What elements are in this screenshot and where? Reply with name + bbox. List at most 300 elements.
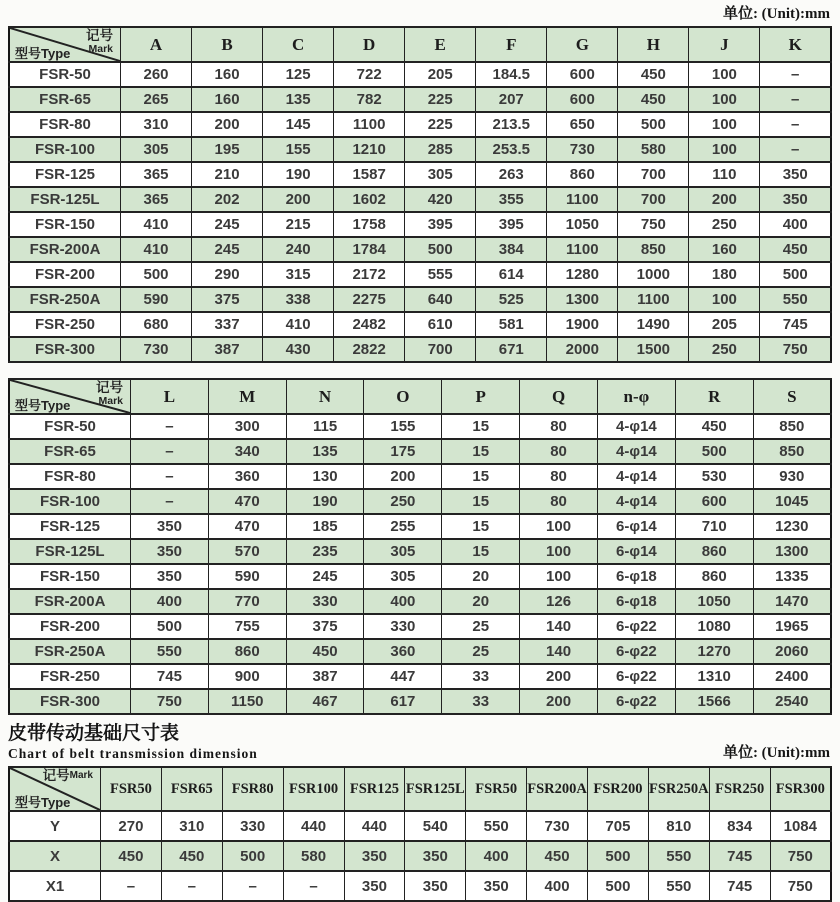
table-cell: 450 [161,841,222,871]
table-row [9,614,831,639]
table-row [9,62,831,87]
row-label: Y [9,811,101,841]
table-cell: 15 [442,464,520,489]
column-header: FSR200A [527,767,588,811]
row-label: FSR-300 [9,689,131,714]
table-cell: 500 [121,262,192,287]
table-row [9,841,831,871]
table-cell: 1470 [753,589,831,614]
table-cell: 202 [192,187,263,212]
table-cell: 265 [121,87,192,112]
table-row [9,162,831,187]
table-cell: 700 [405,337,476,362]
table-cell: 750 [618,212,689,237]
table-cell: 500 [588,841,649,871]
table-cell: 100 [689,62,760,87]
row-label: FSR-200A [9,237,121,262]
table-cell: 6-φ14 [597,539,675,564]
table-cell: 100 [520,514,598,539]
table-cell: 590 [208,564,286,589]
row-label: FSR-200A [9,589,131,614]
table-cell: 580 [618,137,689,162]
table-cell: 590 [121,287,192,312]
table-cell: 375 [192,287,263,312]
table-cell: 600 [547,62,618,87]
table-cell: 33 [442,689,520,714]
column-header: R [675,379,753,414]
table-cell: 145 [263,112,334,137]
table-cell: 700 [618,187,689,212]
table-cell: 530 [675,464,753,489]
table-cell: 100 [689,87,760,112]
table-cell: 1050 [675,589,753,614]
table-cell: 730 [121,337,192,362]
table-cell: 305 [405,162,476,187]
table-cell: 750 [770,871,831,901]
table-cell: 550 [760,287,831,312]
table-cell: 200 [520,689,598,714]
table-cell: 1500 [618,337,689,362]
table-cell: 705 [588,811,649,841]
table-cell: 1300 [547,287,618,312]
table-cell: 6-φ22 [597,664,675,689]
table-cell: 310 [161,811,222,841]
table-cell: 614 [476,262,547,287]
table-cell: 250 [364,489,442,514]
table-cell: 305 [121,137,192,162]
table-cell: 80 [520,439,598,464]
table-cell: 2000 [547,337,618,362]
table-cell: 180 [689,262,760,287]
table-row [9,489,831,514]
table-cell: 245 [192,212,263,237]
table-cell: 350 [344,871,405,901]
table-cell: 125 [263,62,334,87]
table-cell: 500 [760,262,831,287]
table-cell: 15 [442,539,520,564]
table-cell: 400 [760,212,831,237]
table-cell: 850 [753,414,831,439]
row-label: FSR-125L [9,187,121,212]
row-label: FSR-150 [9,564,131,589]
row-label: FSR-150 [9,212,121,237]
section-title-chinese: 皮带传动基础尺寸表 [8,723,180,744]
table-cell: 1310 [675,664,753,689]
table-cell: 1100 [547,237,618,262]
row-label: FSR-250 [9,312,121,337]
corner-type-label: 型号Type [15,46,71,61]
table-cell: – [131,464,209,489]
row-label: FSR-100 [9,137,121,162]
column-header: FSR200 [588,767,649,811]
table-cell: 80 [520,489,598,514]
corner-mark-label: 记号Mark [42,768,93,784]
table-cell: 375 [286,614,364,639]
table-row [9,664,831,689]
table-cell: 1335 [753,564,831,589]
table-cell: 447 [364,664,442,689]
table-cell: 235 [286,539,364,564]
table-cell: 365 [121,187,192,212]
table-cell: 2822 [334,337,405,362]
table-cell: 671 [476,337,547,362]
column-header: M [208,379,286,414]
table-cell: 350 [760,162,831,187]
row-label: FSR-250A [9,287,121,312]
table-cell: 750 [131,689,209,714]
corner-header [9,379,131,414]
table-cell: 260 [121,62,192,87]
table-cell: 350 [344,841,405,871]
row-label: FSR-100 [9,489,131,514]
table-cell: 410 [121,212,192,237]
table-cell: 680 [121,312,192,337]
table-cell: 2540 [753,689,831,714]
table-cell: 1100 [547,187,618,212]
table-cell: 850 [618,237,689,262]
header-row [9,767,831,811]
table-cell: 100 [689,112,760,137]
table-row [9,137,831,162]
table-cell: 930 [753,464,831,489]
table-cell: 610 [405,312,476,337]
table-cell: 213.5 [476,112,547,137]
table-cell: 300 [208,414,286,439]
table-cell: 360 [364,639,442,664]
column-header: O [364,379,442,414]
table-cell: 4-φ14 [597,439,675,464]
corner-mark-label: 记号 Mark [86,28,113,55]
table-cell: 255 [364,514,442,539]
table-cell: 305 [364,564,442,589]
table-cell: 80 [520,414,598,439]
table-cell: 175 [364,439,442,464]
table-cell: 110 [689,162,760,187]
table-cell: 400 [527,871,588,901]
table-cell: 2060 [753,639,831,664]
table-cell: 1230 [753,514,831,539]
section-titles [8,723,258,762]
column-header: FSR50 [101,767,162,811]
table-cell: 270 [101,811,162,841]
table-cell: 420 [405,187,476,212]
table-cell: 500 [618,112,689,137]
table-cell: 1758 [334,212,405,237]
table-cell: 384 [476,237,547,262]
table-cell: 263 [476,162,547,187]
header-row [9,27,831,62]
table-row [9,564,831,589]
table-cell: 1100 [618,287,689,312]
row-label: FSR-250A [9,639,131,664]
table-cell: 860 [208,639,286,664]
table-cell: 15 [442,439,520,464]
table-cell: 540 [405,811,466,841]
table-cell: 440 [283,811,344,841]
table-cell: 1150 [208,689,286,714]
table-cell: 215 [263,212,334,237]
table-cell: 350 [760,187,831,212]
table-cell: 4-φ14 [597,414,675,439]
table-cell: 160 [192,87,263,112]
table-cell: 135 [286,439,364,464]
table-cell: 410 [121,237,192,262]
column-header: B [192,27,263,62]
table-cell: 290 [192,262,263,287]
table-cell: 315 [263,262,334,287]
table-cell: 250 [689,337,760,362]
row-label: FSR-125L [9,539,131,564]
table-cell: – [222,871,283,901]
table-cell: 700 [618,162,689,187]
table-cell: 207 [476,87,547,112]
table-cell: 470 [208,489,286,514]
table-cell: – [760,112,831,137]
table-cell: 1210 [334,137,405,162]
table-cell: 500 [222,841,283,871]
table-cell: 200 [364,464,442,489]
table-cell: 395 [476,212,547,237]
table-cell: 1280 [547,262,618,287]
table-cell: 350 [131,539,209,564]
table-cell: 350 [405,841,466,871]
table-cell: 450 [101,841,162,871]
table-cell: 360 [208,464,286,489]
table-cell: 195 [192,137,263,162]
dimension-table-1 [8,26,832,363]
column-header: N [286,379,364,414]
table-row [9,212,831,237]
table-cell: 200 [520,664,598,689]
table-cell: 200 [263,187,334,212]
table-cell: 600 [547,87,618,112]
table-cell: 400 [364,589,442,614]
table-cell: 210 [192,162,263,187]
table-cell: 395 [405,212,476,237]
row-label: FSR-65 [9,439,131,464]
table-row [9,414,831,439]
table-cell: 330 [364,614,442,639]
column-header: S [753,379,831,414]
table-cell: 155 [364,414,442,439]
table-cell: 330 [222,811,283,841]
table-cell: 245 [286,564,364,589]
table-row [9,112,831,137]
table-cell: 15 [442,414,520,439]
table-cell: 1000 [618,262,689,287]
table-cell: – [161,871,222,901]
corner-header [9,27,121,62]
column-header: FSR250 [709,767,770,811]
table-cell: 184.5 [476,62,547,87]
column-header: K [760,27,831,62]
table-cell: 550 [466,811,527,841]
table-cell: 617 [364,689,442,714]
table-cell: 20 [442,589,520,614]
unit-label-bottom: 单位: (Unit):mm [722,745,830,762]
table-cell: 387 [286,664,364,689]
column-header: E [405,27,476,62]
table-gap [8,363,832,378]
table-cell: 1784 [334,237,405,262]
table-cell: 770 [208,589,286,614]
table-cell: 470 [208,514,286,539]
table-cell: 6-φ14 [597,514,675,539]
column-header: FSR125L [405,767,466,811]
table-cell: 745 [760,312,831,337]
table-cell: 100 [689,287,760,312]
table-cell: 410 [263,312,334,337]
dimension-table-2 [8,378,832,715]
row-label: FSR-200 [9,614,131,639]
column-header: L [131,379,209,414]
table-cell: 1602 [334,187,405,212]
table-cell: 834 [709,811,770,841]
table-cell: 6-φ22 [597,689,675,714]
row-label: FSR-50 [9,62,121,87]
table-cell: 2482 [334,312,405,337]
column-header: H [618,27,689,62]
table-cell: – [760,62,831,87]
table-cell: 1270 [675,639,753,664]
row-label: FSR-65 [9,87,121,112]
table-cell: 245 [192,237,263,262]
column-header: Q [520,379,598,414]
table-cell: 1490 [618,312,689,337]
column-header: A [121,27,192,62]
table-cell: 730 [547,137,618,162]
table-cell: – [101,871,162,901]
row-label: FSR-300 [9,337,121,362]
table-row [9,811,831,841]
table-cell: 900 [208,664,286,689]
table-cell: 750 [760,337,831,362]
table-cell: 340 [208,439,286,464]
table-cell: 450 [286,639,364,664]
table-cell: 1080 [675,614,753,639]
table-row [9,639,831,664]
table-cell: 1300 [753,539,831,564]
table-row [9,337,831,362]
table-cell: 722 [334,62,405,87]
table-cell: 350 [405,871,466,901]
table-cell: 500 [675,439,753,464]
corner-header [9,767,101,811]
table-cell: 745 [709,841,770,871]
row-label: FSR-80 [9,112,121,137]
table-cell: 205 [689,312,760,337]
table-row [9,871,831,901]
table-cell: 190 [263,162,334,187]
table-cell: 200 [192,112,263,137]
table-cell: 33 [442,664,520,689]
table-cell: 1965 [753,614,831,639]
table-cell: 450 [618,87,689,112]
table-cell: 450 [618,62,689,87]
table-cell: 15 [442,489,520,514]
table-cell: 80 [520,464,598,489]
column-header: D [334,27,405,62]
table-cell: 365 [121,162,192,187]
column-header: P [442,379,520,414]
table-cell: 338 [263,287,334,312]
table-cell: 1587 [334,162,405,187]
table-cell: 550 [131,639,209,664]
table-cell: 580 [283,841,344,871]
table-cell: 185 [286,514,364,539]
table-cell: 205 [405,62,476,87]
table-cell: 400 [131,589,209,614]
table-cell: – [283,871,344,901]
table-row [9,87,831,112]
column-header: G [547,27,618,62]
table-cell: 350 [466,871,527,901]
table-cell: 745 [131,664,209,689]
table-row [9,514,831,539]
table-cell: 200 [689,187,760,212]
table-cell: 225 [405,112,476,137]
table-cell: 1084 [770,811,831,841]
table-cell: 155 [263,137,334,162]
header-row [9,379,831,414]
table-cell: 6-φ18 [597,589,675,614]
column-header: FSR65 [161,767,222,811]
table-cell: 20 [442,564,520,589]
row-label: FSR-200 [9,262,121,287]
column-header: C [263,27,334,62]
table-cell: 440 [344,811,405,841]
table-cell: 100 [520,539,598,564]
table-cell: 1050 [547,212,618,237]
row-label: FSR-250 [9,664,131,689]
table-cell: 730 [527,811,588,841]
column-header: F [476,27,547,62]
table-cell: 450 [760,237,831,262]
table-cell: 500 [588,871,649,901]
table-cell: 581 [476,312,547,337]
table-row [9,439,831,464]
table-cell: 4-φ14 [597,489,675,514]
table-cell: 140 [520,614,598,639]
table-cell: 126 [520,589,598,614]
table-cell: 650 [547,112,618,137]
table-cell: 600 [675,489,753,514]
table-row [9,464,831,489]
table-cell: 850 [753,439,831,464]
table-row [9,262,831,287]
table-cell: 550 [648,871,709,901]
table-row [9,689,831,714]
table-cell: 100 [520,564,598,589]
table-cell: 253.5 [476,137,547,162]
table-cell: 160 [192,62,263,87]
column-header: J [689,27,760,62]
column-header: FSR250A [648,767,709,811]
column-header: FSR100 [283,767,344,811]
table-cell: 710 [675,514,753,539]
table-cell: 4-φ14 [597,464,675,489]
corner-type-label: 型号Type [15,398,71,413]
table-cell: 6-φ22 [597,614,675,639]
table-cell: 1045 [753,489,831,514]
table-cell: 250 [689,212,760,237]
table-cell: 6-φ18 [597,564,675,589]
table-cell: 350 [131,564,209,589]
table-cell: 225 [405,87,476,112]
table-cell: 467 [286,689,364,714]
table-cell: 285 [405,137,476,162]
table-cell: 400 [466,841,527,871]
